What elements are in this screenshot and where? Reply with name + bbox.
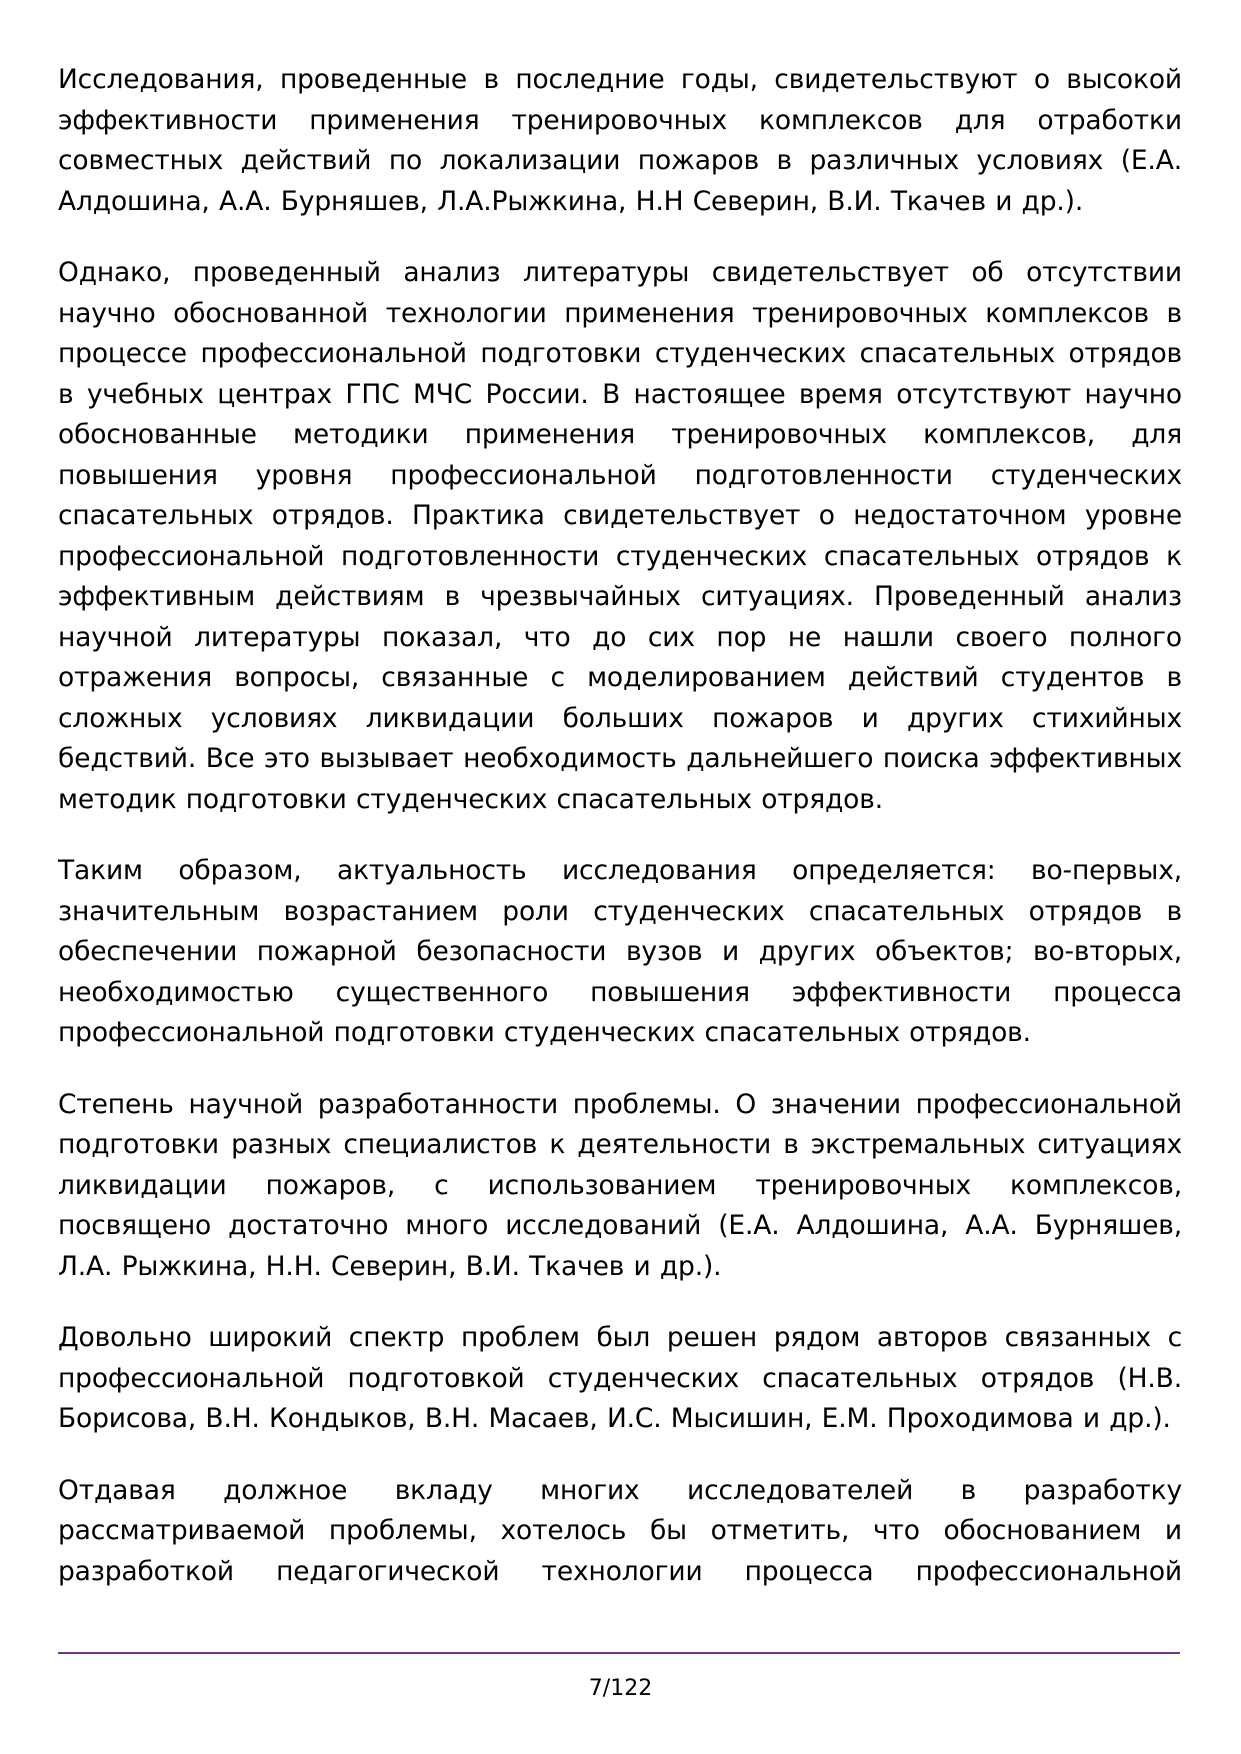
- paragraph-4: Степень научной разработанности проблемы. О значении профессиональной подготовки разных специалистов к деятельности в экстремальных ситуациях ликвидации пожаров, с использованием тренировочных комплексов, посвящено достаточно много исследований (Е.А. Алдошина, А.А. Бурняшев, Л.А. Рыжкина, Н.Н. Северин, В.И. Ткачев и др.).: [58, 1088, 1182, 1282]
- page-body: [58, 60, 1182, 1592]
- paragraph-5: Довольно широкий спектр проблем был решен рядом авторов связанных с профессиональной подготовкой студенческих спасательных отрядов (Н.В. Борисова, В.Н. Кондыков, В.Н. Масаев, И.С. Мысишин, Е.М. Проходимова и др.).: [58, 1322, 1182, 1434]
- paragraph-3: Таким образом, актуальность исследования определяется: во-первых, значительным возрастанием роли студенческих спасательных отрядов в обеспечении пожарной безопасности вузов и других объектов; во-вторых, необходимостью существенного повышения эффективности процесса профессиональной подготовки студенческих спасательных отрядов.: [58, 855, 1182, 1048]
- paragraph-6: Отдавая должное вкладу многих исследователей в разработку рассматриваемой проблемы, хотелось бы отметить, что обоснованием и разработкой педагогической технологии процесса профессиональной: [58, 1474, 1182, 1587]
- footer-divider: [58, 1652, 1180, 1654]
- paragraph-2: Однако, проведенный анализ литературы свидетельствует об отсутствии научно обоснованной технологии применения тренировочных комплексов в процессе профессиональной подготовки студенческих спасательных отрядов в учебных центрах ГПС МЧС России. В настоящее время отсутствуют научно обоснованные методики применения тренировочных комплексов, для повышения уровня профессиональной подготовленности студенческих спасательных отрядов. Практика свидетельствует о недостаточном уровне профессиональной подготовленности студенческих спасательных отрядов к эффективным действиям в чрезвычайных ситуациях. Проведенный анализ научной литературы показал, что до сих пор не нашли своего полного отражения вопросы, связанные с моделированием действий студентов в сложных условиях ликвидации больших пожаров и других стихийных бедствий. Все это вызывает необходимость дальнейшего поиска эффективных методик подготовки студенческих спасательных отрядов.: [58, 257, 1182, 815]
- page-number: 7/122: [588, 1676, 653, 1701]
- paragraph-1: Исследования, проведенные в последние годы, свидетельствуют о высокой эффективности применения тренировочных комплексов для отработки совместных действий по локализации пожаров в различных условиях (Е.А. Алдошина, А.А. Бурняшев, Л.А.Рыжкина, Н.Н Северин, В.И. Ткачев и др.).: [58, 64, 1182, 217]
